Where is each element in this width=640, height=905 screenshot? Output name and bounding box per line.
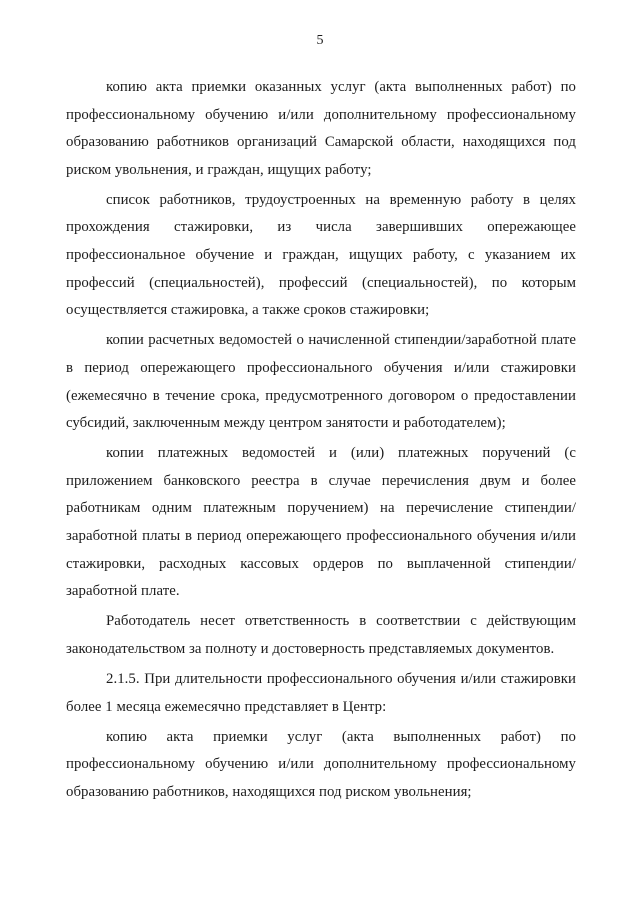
- paragraph-monthly-act-copy: копию акта приемки услуг (акта выполненных работ) по профессиональному обучению и/или дополнительному профессиональному образованию работников, находящихся под риском увольнения;: [66, 728, 576, 800]
- page-number: 5: [316, 33, 324, 48]
- paragraph-payment-orders: копии платежных ведомостей и (или) платежных поручений (с приложением банковского реестра в случае перечисления двум и более работникам одним платежным поручением) на перечисление стипендии/заработной платы в период опережающего профессионального обучения и/или стажировки, расходных кассовых ордеров по выплаченной стипендии/заработной плате.: [66, 445, 576, 600]
- paragraph-employer-responsibility: Работодатель несет ответственность в соответствии с действующим законодательством за полноту и достоверность представляемых документов.: [66, 613, 576, 657]
- paragraph-employee-list: список работников, трудоустроенных на временную работу в целях прохождения стажировки, из числа завершивших опережающее профессиональное обучение и граждан, ищущих работу, с указанием их профессий (специальностей), профессий (специальностей), по которым осуществляется стажировка, а также сроков стажировки;: [66, 191, 576, 319]
- paragraph-clause-2-1-5: 2.1.5. При длительности профессионального обучения и/или стажировки более 1 месяца ежемесячно представляет в Центр:: [66, 670, 576, 715]
- document-body: [66, 74, 576, 809]
- paragraph-payroll-statements: копии расчетных ведомостей о начисленной стипендии/заработной плате в период опережающего профессионального обучения и/или стажировки (ежемесячно в течение срока, предусмотренного договором о предоставлении субсидий, заключенным между центром занятости и работодателем);: [66, 332, 576, 432]
- paragraph-act-of-acceptance: копию акта приемки оказанных услуг (акта выполненных работ) по профессиональному обучению и/или дополнительному профессиональному образованию работников организаций Самарской области, находящихся под риском увольнения, и граждан, ищущих работу;: [66, 79, 576, 178]
